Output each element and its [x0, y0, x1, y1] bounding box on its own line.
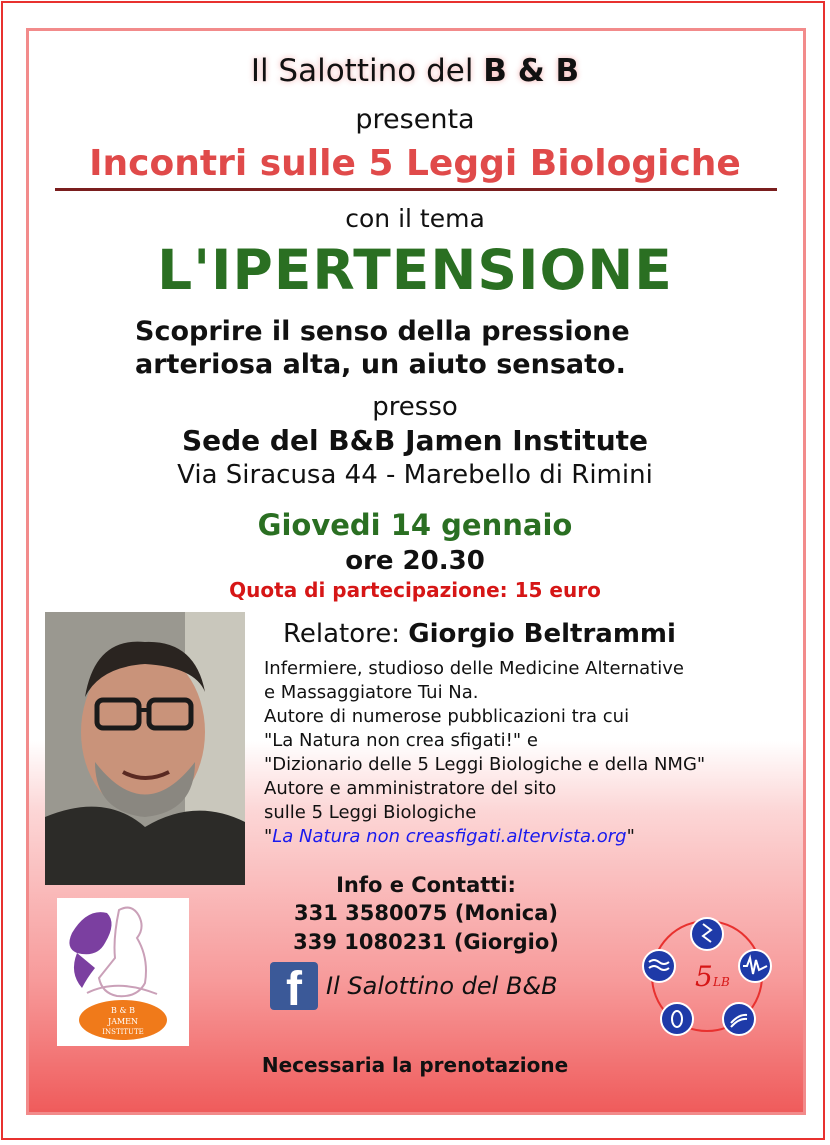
speaker-photo — [45, 612, 245, 885]
divider — [55, 188, 777, 191]
contacts-title: Info e Contatti: — [336, 873, 516, 897]
website-line: "La Natura non creasfigati.altervista.org" — [264, 826, 635, 847]
bio-line: sulle 5 Leggi Biologiche — [264, 802, 477, 823]
series-title: Incontri sulle 5 Leggi Biologiche — [89, 143, 741, 184]
jamen-institute-logo — [57, 898, 189, 1046]
contact-phone-giorgio[interactable]: 339 1080231 (Giorgio) — [293, 930, 559, 954]
venue-name: Sede del B&B Jamen Institute — [181, 424, 649, 457]
theme-title: L'IPERTENSIONE — [157, 238, 673, 302]
theme-subtitle-line1: Scoprire il senso della pressione — [135, 316, 630, 347]
theme-subtitle — [135, 315, 630, 381]
event-fee: Quota di partecipazione: 15 euro — [229, 578, 601, 602]
theme-intro: con il tema — [345, 204, 485, 233]
reservation-note: Necessaria la prenotazione — [261, 1053, 569, 1077]
bio-line: Infermiere, studioso delle Medicine Alternative — [264, 658, 684, 679]
jamen-logo-line3: INSTITUTE — [102, 1028, 144, 1036]
organizer-title: Il Salottino del B & B — [250, 53, 580, 89]
presso-text: presso — [372, 392, 458, 422]
bio-line: Autore di numerose pubblicazioni tra cui — [264, 706, 630, 727]
jamen-logo-line1: B & B — [111, 1006, 135, 1015]
event-date: Giovedi 14 gennaio — [257, 508, 573, 542]
facebook-page-label[interactable]: Il Salottino del B&B — [326, 972, 558, 1000]
contact-phone-monica[interactable]: 331 3580075 (Monica) — [293, 901, 559, 925]
five-lb-letters: LB — [713, 975, 730, 989]
theme-subtitle-line2: arteriosa alta, un aiuto sensato. — [135, 349, 626, 380]
speaker-heading: Relatore: Giorgio Beltrammi — [283, 619, 676, 649]
bio-line: Autore e amministratore del sito — [264, 778, 557, 799]
bio-line: "Dizionario delle 5 Leggi Biologiche e della NMG" — [264, 754, 706, 775]
website-link[interactable]: La Natura non creasfigati.altervista.org — [272, 826, 627, 847]
speaker-bio — [264, 657, 705, 849]
venue-address: Via Siracusa 44 - Marebello di Rimini — [177, 460, 653, 490]
presenta-text: presenta — [355, 104, 475, 135]
bio-line: e Massaggiatore Tui Na. — [264, 682, 479, 703]
five-lb-number: 5 — [695, 960, 713, 993]
bio-line: "La Natura non crea sfigati!" e — [264, 730, 538, 751]
jamen-logo-line2: JAMEN — [107, 1017, 139, 1026]
five-lb-logo — [637, 906, 777, 1046]
event-time: ore 20.30 — [345, 546, 485, 576]
facebook-icon[interactable]: f — [270, 962, 318, 1010]
